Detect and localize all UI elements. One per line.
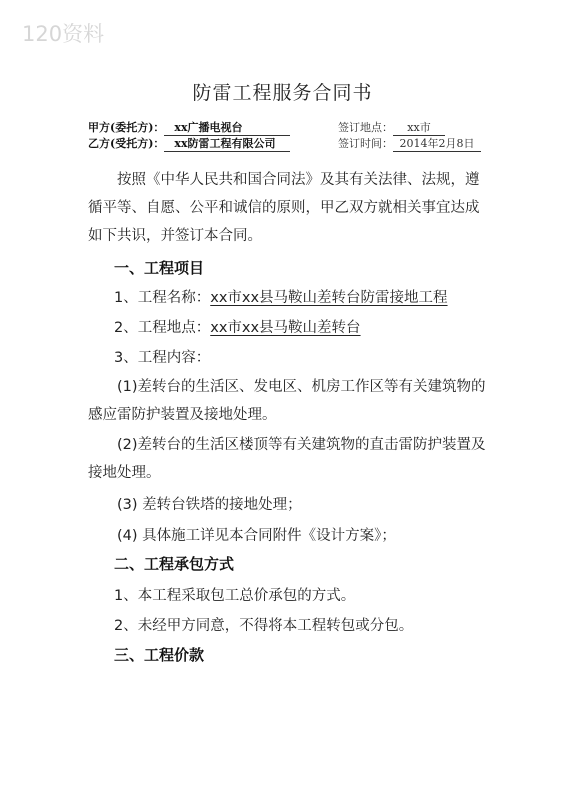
party-a-row [88, 119, 290, 136]
sign-place-row [338, 119, 445, 136]
contract-method-item-2: 2、未经甲方同意，不得将本工程转包或分包。 [114, 618, 414, 634]
project-site-label: 2、工程地点： [114, 320, 211, 336]
sign-time-value: 2014年2月8日 [393, 137, 481, 152]
section-3-heading: 三、工程价款 [114, 646, 205, 664]
document-title: 防雷工程服务合同书 [192, 82, 373, 104]
party-a-value: xx广播电视台 [164, 121, 290, 136]
contract-method-item-1: 1、本工程采取包工总价承包的方式。 [114, 588, 356, 604]
project-content-label: 3、工程内容： [114, 350, 211, 366]
sign-time-row [338, 135, 481, 152]
section-1-heading: 一、工程项目 [114, 259, 205, 277]
project-name-label: 1、工程名称： [114, 290, 211, 306]
party-b-value: xx防雷工程有限公司 [164, 137, 290, 152]
section-2-heading: 二、工程承包方式 [114, 555, 235, 573]
project-site-value: xx市xx县马鞍山差转台 [210, 320, 361, 336]
sign-place-label: 签订地点： [338, 121, 393, 134]
content-item-2: (2)差转台的生活区楼顶等有关建筑物的直击雷防护装置及接地处理。 [88, 437, 486, 481]
party-a-label: 甲方(委托方)： [88, 121, 165, 134]
content-item-4: (4) 具体施工详见本合同附件《设计方案》； [117, 528, 396, 544]
sign-time-label: 签订时间： [338, 137, 393, 150]
party-b-row [88, 135, 290, 152]
sign-place-value: xx市 [393, 121, 445, 136]
watermark: 120资料 [22, 22, 105, 46]
project-name-value: xx市xx县马鞍山差转台防雷接地工程 [210, 290, 448, 306]
content-item-3: (3) 差转台铁塔的接地处理； [117, 497, 302, 513]
project-site-row [114, 316, 361, 337]
content-item-1: (1)差转台的生活区、发电区、机房工作区等有关建筑物的感应雷防护装置及接地处理。 [88, 379, 486, 423]
project-name-row [114, 286, 448, 307]
party-b-label: 乙方(受托方)： [88, 137, 165, 150]
intro-paragraph: 按照《中华人民共和国合同法》及其有关法律、法规，遵循平等、自愿、公平和诚信的原则，甲乙双方就相关事宜达成如下共识，并签订本合同。 [88, 172, 480, 244]
